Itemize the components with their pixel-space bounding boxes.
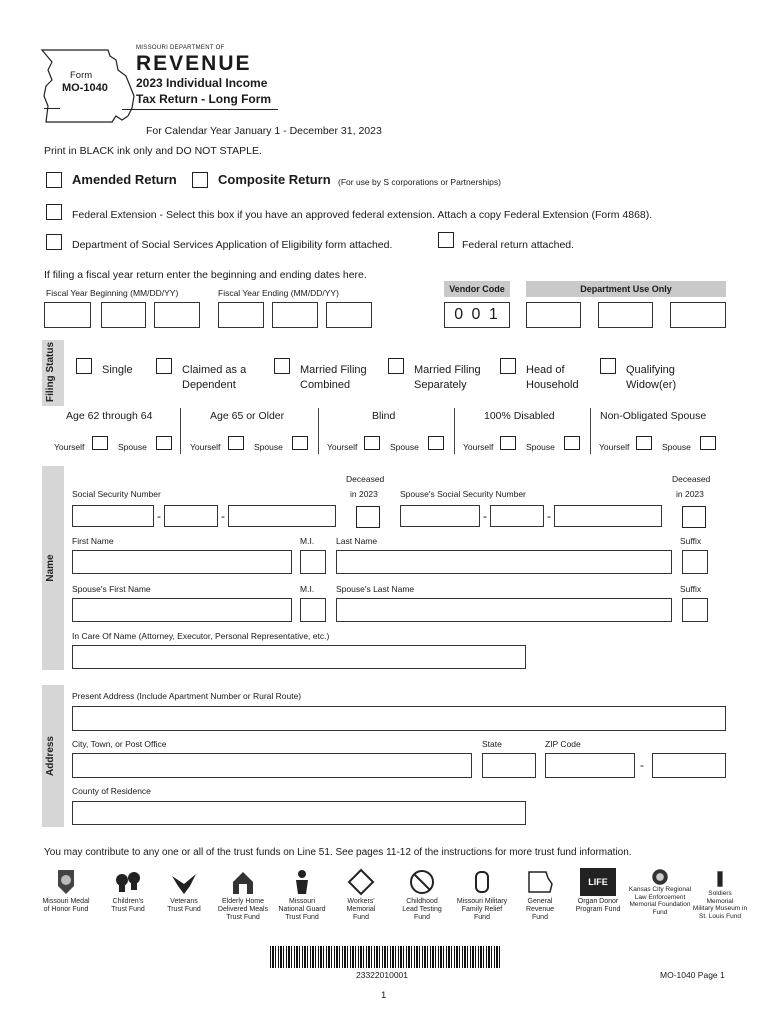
disabled-label: 100% Disabled xyxy=(484,410,555,422)
state-input[interactable] xyxy=(482,753,536,778)
agency-logo: REVENUE xyxy=(136,52,252,75)
spouse-ssn-dash-1: - xyxy=(483,509,487,523)
fund-military-family-relief: Missouri Military Family Relief Fund xyxy=(452,866,512,934)
blind-yourself-label: Yourself xyxy=(327,442,358,452)
fiscal-beginning-label: Fiscal Year Beginning (MM/DD/YY) xyxy=(46,288,179,298)
age-divider-2 xyxy=(318,408,319,454)
spouse-suffix-input[interactable] xyxy=(682,598,708,622)
page-number: 1 xyxy=(381,990,387,1001)
nonobligated-spouse-checkbox[interactable] xyxy=(700,436,716,450)
age65-yourself-checkbox[interactable] xyxy=(228,436,244,450)
form-title-line2: Tax Return - Long Form xyxy=(136,92,272,106)
fiscal-begin-dd[interactable] xyxy=(101,302,146,328)
fund-national-guard: Missouri National Guard Trust Fund xyxy=(272,866,332,934)
age65-label: Age 65 or Older xyxy=(210,410,285,422)
barcode-number: 23322010001 xyxy=(356,970,409,980)
filing-status-label: Filing Status xyxy=(45,342,56,402)
spouse-deceased-label-2: in 2023 xyxy=(676,489,704,499)
age-divider-3 xyxy=(454,408,455,454)
dependent-checkbox[interactable] xyxy=(156,358,172,374)
present-address-input[interactable] xyxy=(72,706,726,731)
age62-spouse-label: Spouse xyxy=(118,442,147,452)
page-label: MO-1040 Page 1 xyxy=(660,970,725,980)
fiscal-end-mm[interactable] xyxy=(218,302,264,328)
blind-spouse-label: Spouse xyxy=(390,442,419,452)
fiscal-begin-mm[interactable] xyxy=(44,302,91,328)
age-divider-4 xyxy=(590,408,591,454)
composite-return-label: Composite Return xyxy=(218,172,331,187)
disabled-yourself-label: Yourself xyxy=(463,442,494,452)
vendor-code-label: Vendor Code xyxy=(444,281,510,297)
spouse-mi-label: M.I. xyxy=(300,584,315,594)
form-number: MO-1040 xyxy=(62,82,108,94)
fund-workers-memorial: Workers' Memorial Fund xyxy=(332,866,390,934)
age65-spouse-checkbox[interactable] xyxy=(292,436,308,450)
dss-checkbox[interactable] xyxy=(46,234,62,250)
spouse-mi-input[interactable] xyxy=(300,598,326,622)
dept-use-box-1 xyxy=(526,302,581,328)
age62-yourself-label: Yourself xyxy=(54,442,85,452)
nonobligated-yourself-checkbox[interactable] xyxy=(636,436,652,450)
badge-icon xyxy=(651,868,669,886)
spouse-ssn-part2-input[interactable] xyxy=(490,505,544,527)
hands-icon xyxy=(114,868,142,896)
federal-extension-checkbox[interactable] xyxy=(46,204,62,220)
mi-input[interactable] xyxy=(300,550,326,574)
age-divider-1 xyxy=(180,408,181,454)
fiscal-end-yy[interactable] xyxy=(326,302,372,328)
last-name-label: Last Name xyxy=(336,536,378,546)
suffix-label: Suffix xyxy=(680,536,702,546)
header-rule xyxy=(122,109,278,110)
ssn-part2-input[interactable] xyxy=(164,505,218,527)
header-tick xyxy=(44,108,60,109)
nonobligated-spouse-label: Spouse xyxy=(662,442,691,452)
no-lead-icon xyxy=(408,868,436,896)
eagle-icon xyxy=(170,868,198,896)
qualifying-widow-label-2: Widow(er) xyxy=(626,379,677,391)
dog-tag-icon xyxy=(468,868,496,896)
deceased-label-1: Deceased xyxy=(346,474,385,484)
married-separately-label-1: Married Filing xyxy=(414,364,481,376)
federal-return-checkbox[interactable] xyxy=(438,232,454,248)
ssn-label: Social Security Number xyxy=(72,489,161,499)
ssn-part1-input[interactable] xyxy=(72,505,154,527)
trust-fund-intro: You may contribute to any one or all of the trust funds on Line 51. See pages 11-12 of the instructions for more trust fund information. xyxy=(44,847,632,858)
present-address-label: Present Address (Include Apartment Number or Rural Route) xyxy=(72,691,302,701)
federal-return-label: Federal return attached. xyxy=(462,239,575,251)
composite-return-checkbox[interactable] xyxy=(192,172,208,188)
barcode xyxy=(270,946,502,968)
head-of-household-label-1: Head of xyxy=(526,364,565,376)
disabled-spouse-label: Spouse xyxy=(526,442,555,452)
dependent-label-2: Dependent xyxy=(182,379,236,391)
composite-note: (For use by S corporations or Partnerships) xyxy=(338,177,501,187)
zip-dash: - xyxy=(640,758,644,772)
ssn-dash-2: - xyxy=(221,509,225,523)
amended-return-checkbox[interactable] xyxy=(46,172,62,188)
dss-label: Department of Social Services Application of Eligibility form attached. xyxy=(72,239,393,251)
head-of-household-label-2: Household xyxy=(526,379,579,391)
blind-yourself-checkbox[interactable] xyxy=(364,436,380,450)
zip-input[interactable] xyxy=(545,753,635,778)
spouse-deceased-label-1: Deceased xyxy=(672,474,711,484)
form-label: Form xyxy=(70,70,93,81)
county-input[interactable] xyxy=(72,801,526,825)
zip4-input[interactable] xyxy=(652,753,726,778)
workers-memorial-icon xyxy=(347,868,375,896)
fund-general-revenue: General Revenue Fund xyxy=(512,866,568,934)
dependent-label-1: Claimed as a xyxy=(182,364,247,376)
spouse-ssn-label: Spouse's Social Security Number xyxy=(400,489,526,499)
spouse-last-name-label: Spouse's Last Name xyxy=(336,584,415,594)
married-separately-label-2: Separately xyxy=(414,379,467,391)
ssn-part3-input[interactable] xyxy=(228,505,336,527)
fiscal-begin-yy[interactable] xyxy=(154,302,200,328)
spouse-deceased-checkbox[interactable] xyxy=(682,506,706,528)
age65-yourself-label: Yourself xyxy=(190,442,221,452)
nonobligated-label: Non-Obligated Spouse xyxy=(600,410,707,422)
in-care-of-label: In Care Of Name (Attorney, Executor, Personal Representative, etc.) xyxy=(72,631,330,641)
age62-yourself-checkbox[interactable] xyxy=(92,436,108,450)
single-checkbox[interactable] xyxy=(76,358,92,374)
first-name-label: First Name xyxy=(72,536,114,546)
deceased-checkbox[interactable] xyxy=(356,506,380,528)
spouse-ssn-part1-input[interactable] xyxy=(400,505,480,527)
spouse-last-name-input[interactable] xyxy=(336,598,672,622)
fiscal-ending-label: Fiscal Year Ending (MM/DD/YY) xyxy=(218,288,339,298)
county-label: County of Residence xyxy=(72,786,151,796)
married-combined-checkbox[interactable] xyxy=(274,358,290,374)
state-label: State xyxy=(482,739,502,749)
married-separately-checkbox[interactable] xyxy=(388,358,404,374)
name-section-label: Name xyxy=(45,554,56,582)
life-logo-icon: LIFE xyxy=(580,868,616,896)
house-icon xyxy=(229,868,257,896)
vendor-code-value: 0 0 1 xyxy=(444,302,510,328)
spouse-ssn-part3-input[interactable] xyxy=(554,505,662,527)
mi-label: M.I. xyxy=(300,536,315,546)
nonobligated-yourself-label: Yourself xyxy=(599,442,630,452)
spouse-suffix-label: Suffix xyxy=(680,584,702,594)
suffix-input[interactable] xyxy=(682,550,708,574)
qualifying-widow-checkbox[interactable] xyxy=(600,358,616,374)
deceased-label-2: in 2023 xyxy=(350,489,378,499)
spouse-first-name-input[interactable] xyxy=(72,598,292,622)
minuteman-icon xyxy=(288,868,316,896)
dept-use-box-2 xyxy=(598,302,653,328)
dept-use-box-3 xyxy=(670,302,726,328)
fiscal-end-dd[interactable] xyxy=(272,302,318,328)
fund-soldiers-memorial: Soldiers Memorial Military Museum in St. Louis Fund xyxy=(690,868,750,936)
dept-use-label: Department Use Only xyxy=(526,281,726,297)
head-of-household-checkbox[interactable] xyxy=(500,358,516,374)
zip-label: ZIP Code xyxy=(545,739,581,749)
fund-lead-testing: Childhood Lead Testing Fund xyxy=(392,866,452,934)
fiscal-instruction: If filing a fiscal year return enter the beginning and ending dates here. xyxy=(44,269,367,281)
age62-spouse-checkbox[interactable] xyxy=(156,436,172,450)
print-instruction: Print in BLACK ink only and DO NOT STAPLE. xyxy=(44,145,262,157)
fund-organ-donor: LIFE Organ Donor Program Fund xyxy=(566,866,630,934)
disabled-yourself-checkbox[interactable] xyxy=(500,436,516,450)
married-combined-label-1: Married Filing xyxy=(300,364,367,376)
state-outline-icon xyxy=(526,868,554,896)
medal-icon xyxy=(52,868,80,896)
blind-label: Blind xyxy=(372,410,396,422)
calendar-year: For Calendar Year January 1 - December 31, 2023 xyxy=(146,125,382,137)
first-name-input[interactable] xyxy=(72,550,292,574)
married-combined-label-2: Combined xyxy=(300,379,351,391)
city-input[interactable] xyxy=(72,753,472,778)
spouse-ssn-dash-2: - xyxy=(547,509,551,523)
fund-veterans-trust: Veterans Trust Fund xyxy=(156,866,212,934)
fund-medal-of-honor: Missouri Medal of Honor Fund xyxy=(36,866,96,934)
fund-elderly-meals: Elderly Home Delivered Meals Trust Fund xyxy=(212,866,274,934)
agency-small: MISSOURI DEPARTMENT OF xyxy=(136,45,225,51)
fund-childrens-trust: Children's Trust Fund xyxy=(98,866,158,934)
single-label: Single xyxy=(102,364,133,376)
qualifying-widow-label-1: Qualifying xyxy=(626,364,675,376)
spouse-first-name-label: Spouse's First Name xyxy=(72,584,151,594)
disabled-spouse-checkbox[interactable] xyxy=(564,436,580,450)
fund-kc-law-enforcement: Kansas City Regional Law Enforcement Memorial Foundation Fund xyxy=(628,868,692,936)
monument-icon xyxy=(711,868,729,890)
age65-spouse-label: Spouse xyxy=(254,442,283,452)
last-name-input[interactable] xyxy=(336,550,672,574)
address-section-label: Address xyxy=(45,736,56,777)
blind-spouse-checkbox[interactable] xyxy=(428,436,444,450)
ssn-dash-1: - xyxy=(157,509,161,523)
amended-return-label: Amended Return xyxy=(72,172,177,187)
age62-label: Age 62 through 64 xyxy=(66,410,153,422)
in-care-of-input[interactable] xyxy=(72,645,526,669)
form-title-line1: 2023 Individual Income xyxy=(136,76,268,90)
city-label: City, Town, or Post Office xyxy=(72,739,167,749)
federal-extension-label: Federal Extension - Select this box if you have an approved federal extension. Attach a copy Federal Extension (Form 4868). xyxy=(72,209,653,221)
